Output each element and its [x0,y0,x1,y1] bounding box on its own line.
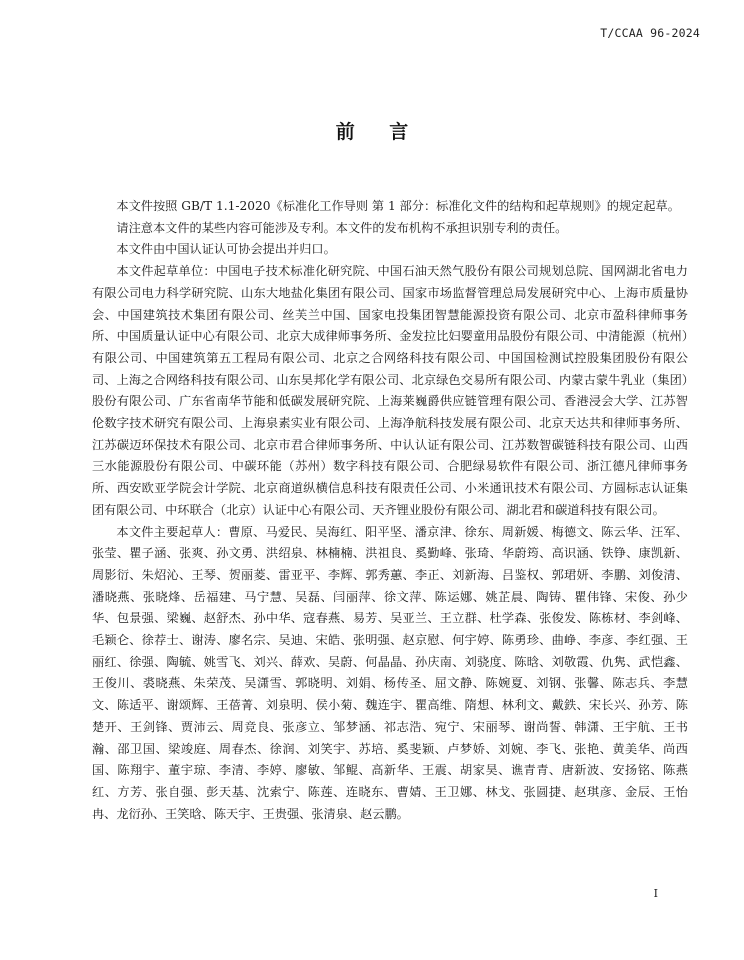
page-number: I [653,887,658,900]
page-title: 前 言 [335,121,423,143]
paragraph-standard-basis: 本文件按照 GB/T 1.1-2020《标准化工作导则 第 1 部分：标准化文件的结构和起草规则》的规定起草。 [116,199,680,213]
paragraph-proposer: 本文件由中国认证认可协会提出并归口。 [116,242,336,257]
paragraph-drafters: 本文件主要起草人：曹原、马爱民、吴海红、阳平坚、潘京津、徐东、周新媛、梅德文、陈云华、汪军、张莹、瞿子涵、张爽、孙文勇、洪绍泉、林楠楠、洪祖良、奚勤峰、张琦、华蔚筠、高识涵、铁铮、康凯新、周影衍、朱炤沁、王琴、贺丽菱、雷亚平、李辉、郭秀蕙、李正、刘新海、吕鉴权、郭珺妍、李鹏、刘俊清、潘晓燕、张晓烽、岳福建、马宁慧、吴磊、闫丽萍、徐文萍、陈运娜、姚芷晨、陶铸、瞿伟锋、宋俊、孙少华、包景强、梁巍、赵舒杰、孙中华、寇春燕、易芳、吴亚兰、王立群、杜学森、张俊发、陈栋材、李剑峰、毛颖仑、徐荐士、谢涛、廖名宗、吴迪、宋皓、张明强、赵京慰、何宇婷、陈勇珍、曲峥、李彦、李红强、王丽红、徐强、陶毓、姚雪飞、刘兴、薛欢、吴蔚、何晶晶、孙庆南、刘骁度、陈晗、刘敬霞、仇隽、武恺鑫、王俊川、裘晓燕、朱荣茂、吴潇雪、郭晓明、刘娟、杨传圣、屈文静、陈婉夏、刘钢、张馨、陈志兵、李慧文、陈适平、谢颂辉、王蓓菁、刘泉明、侯小菊、魏连宇、瞿高维、隋想、林利文、戴鉄、宋长兴、孙芳、陈楚开、王剑锋、贾沛云、周竞良、张彦立、邹梦涵、祁志浩、宛宁、宋丽琴、谢尚誓、韩潇、王宇航、王书瀚、邵卫国、梁竣庭、周春杰、徐润、刘笑宇、苏培、奚斐颖、卢梦娇、刘婉、李飞、张艳、黄美华、尚西国、陈翔宇、董宇琼、李清、李婷、廖敏、邹鲲、高新华、王震、胡家昊、谯青青、唐新波、安扬铭、陈燕红、方芳、张自强、彭天基、沈索宁、陈莲、连晓东、曹婧、王卫娜、林戈、张圆捷、赵琪彦、金辰、王怡冉、龙衍孙、王笑晗、陈天宇、王贵强、张清泉、赵云鹏。 [92,524,688,821]
foreword-body [92,196,688,825]
paragraph-patent-notice: 请注意本文件的某些内容可能涉及专利。本文件的发布机构不承担识别专利的责任。 [116,220,568,235]
document-code-header: T/CCAA 96-2024 [600,26,700,40]
paragraph-drafting-units: 本文件起草单位：中国电子技术标准化研究院、中国石油天然气股份有限公司规划总院、国网湖北省电力有限公司电力科学研究院、山东大地盐化集团有限公司、国家市场监督管理总局发展研究中心、上海市质量协会、中国建筑技术集团有限公司、丝芙兰中国、国家电投集团智慧能源投资有限公司、北京市盈科律师事务所、中国质量认证中心有限公司、北京大成律师事务所、金发拉比妇婴童用品股份有限公司、中清能源（杭州）有限公司、中国建筑第五工程局有限公司、北京之合网络科技有限公司、中国国检测试控股集团股份有限公司、上海之合网络科技有限公司、山东昊邦化学有限公司、北京绿色交易所有限公司、内蒙古蒙牛乳业（集团）股份有限公司、广东省南华节能和低碳发展研究院、上海莱巍爵供应链管理有限公司、香港浸会大学、江苏智伦数字技术研究有限公司、上海泉素实业有限公司、上海净航科技发展有限公司、北京天达共和律师事务所、江苏碳迈环保技术有限公司、北京市君合律师事务所、中认认证有限公司、江苏数智碳链科技有限公司、山西三水能源股份有限公司、中碳环能（苏州）数字科技有限公司、合肥绿易软件有限公司、浙江德凡律师事务所、西安欧亚学院会计学院、北京商道纵横信息科技有限责任公司、小米通讯技术有限公司、方圆标志认证集团有限公司、中环联合（北京）认证中心有限公司、天齐锂业股份有限公司、湖北君和碳道科技有限公司。 [92,264,688,517]
